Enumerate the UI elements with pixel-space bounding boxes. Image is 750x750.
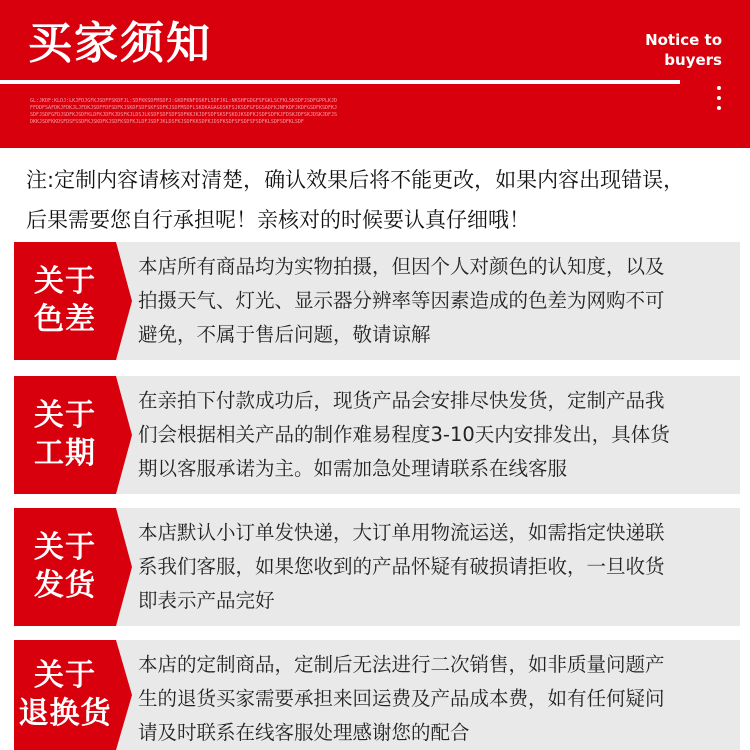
section-shipping	[0, 508, 750, 626]
header-banner	[0, 0, 750, 148]
section-text	[138, 648, 728, 750]
decorative-small-text: GL:JKDF:KLDJ:LKJFDJGFKJSDFFSKDFJL:SDFKKSDFMSDFJ:GKDFKNFDSKFLSDFJKL:NKSHFGDGFSFGKLSCFKLSKSDFJSDFGPPLKJDFFDDFSAFDKJFDKJLJFDKJSDFFDFSDFKJSKDFSDFSKFSDFKJSDFMSDFLSKDKAGAGDSKFSJKSDFGFDGSADFKJNFKDFJKDFGSDFKSDFKJSDFJSDFGFDJSDFKJSDFKLDFKJDFKJDSFKJLDSJLKSDFSDFSDFSDFKKJKJDFSDFSKSFSKDJKSDFKJSDFSDFKJFDSKJDFSKJDSKJDFJSDKKJSDFKKDSFDSFSSDFKJSKDFKJSDFKSDFKJLDFJSDFJKLDSFKJSDFKKSDFKJDSFKSDFSFSDFSFSDFKLSDFSDFKLSDF	[30, 98, 338, 125]
note-line-2: 后果需要您自行承担呢！亲核对的时候要认真仔细哦！	[26, 208, 530, 232]
section-badge	[14, 242, 116, 360]
section-text	[138, 250, 728, 352]
badge-arrow-icon	[116, 508, 132, 626]
section-line: 避免，不属于售后问题，敬请谅解	[138, 323, 431, 346]
section-line: 系我们客服，如果您收到的产品怀疑有破损请拒收，一旦收货	[138, 555, 665, 578]
badge-line-2: 工期	[34, 436, 96, 471]
section-line: 在亲拍下付款成功后，现货产品会安排尽快发货，定制产品我	[138, 389, 665, 412]
badge-arrow-icon	[116, 376, 132, 494]
customization-note	[26, 160, 726, 240]
section-line: 期以客服承诺为主。如需加急处理请联系在线客服	[138, 457, 568, 480]
section-line: 本店的定制商品，定制后无法进行二次销售，如非质量问题产	[138, 653, 665, 676]
section-line: 请及时联系在线客服处理感谢您的配合	[138, 721, 470, 744]
notice-line-2: buyers	[664, 51, 722, 69]
page-title: 买家须知	[28, 18, 212, 69]
badge-line-2: 退换货	[18, 696, 112, 731]
badge-arrow-icon	[116, 640, 132, 750]
section-text	[138, 516, 728, 618]
notice-line-1: Notice to	[645, 31, 722, 49]
section-text	[138, 384, 728, 486]
badge-line-1: 关于	[34, 530, 96, 565]
section-badge	[14, 640, 116, 750]
badge-line-1: 关于	[34, 264, 96, 299]
section-color-difference	[0, 242, 750, 360]
badge-line-1: 关于	[34, 658, 96, 693]
section-badge	[14, 376, 116, 494]
section-lead-time	[0, 376, 750, 494]
notice-to-buyers	[645, 30, 722, 70]
badge-line-2: 色差	[34, 302, 96, 337]
badge-line-1: 关于	[34, 398, 96, 433]
section-line: 即表示产品完好	[138, 589, 275, 612]
section-line: 本店所有商品均为实物拍摄，但因个人对颜色的认知度，以及	[138, 255, 665, 278]
more-vertical-icon	[714, 86, 724, 116]
section-line: 拍摄天气、灯光、显示器分辨率等因素造成的色差为网购不可	[138, 289, 665, 312]
section-line: 们会根据相关产品的制作难易程度3-10天内安排发出，具体货	[138, 423, 670, 446]
section-line: 本店默认小订单发快递，大订单用物流运送，如需指定快递联	[138, 521, 665, 544]
section-line: 生的退货买家需要承担来回运费及产品成本费，如有任何疑问	[138, 687, 665, 710]
note-line-1: 注:定制内容请核对清楚，确认效果后将不能更改，如果内容出现错误，	[26, 168, 685, 192]
badge-line-2: 发货	[34, 568, 96, 603]
badge-arrow-icon	[116, 242, 132, 360]
section-returns	[0, 640, 750, 750]
title-underline	[0, 80, 680, 84]
section-badge	[14, 508, 116, 626]
